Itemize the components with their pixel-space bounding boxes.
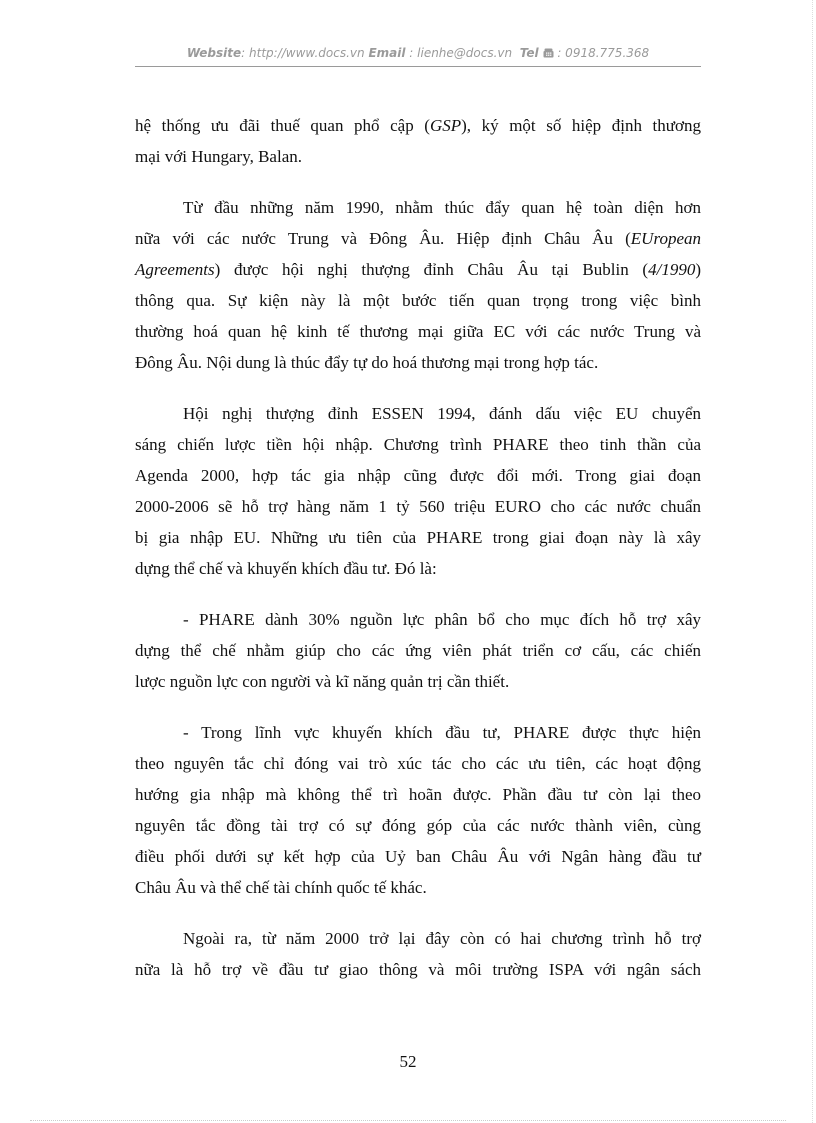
text-line: hệ thống ưu đãi thuế quan phổ cập (GSP), ký một số hiệp định thương [135, 116, 701, 135]
text-line: theo nguyên tắc chỉ đóng vai trò xúc tác cho các ưu tiên, các hoạt động [135, 754, 701, 773]
gsp-italic: GSP [429, 116, 462, 135]
text-line: dựng thể chế và khuyến khích đầu tư. Đó là: [135, 559, 437, 578]
email-value: : lienhe@docs.vn [409, 46, 513, 60]
tel-label: Tel [519, 46, 539, 60]
paragraph-european-agreements [135, 192, 701, 378]
text-line: thông qua. Sự kiện này là một bước tiến quan trọng trong việc bình [135, 291, 701, 310]
page-header [135, 46, 701, 66]
email-label: Email [368, 46, 406, 60]
text-line: Agenda 2000, hợp tác gia nhập cũng được đổi mới. Trong giai đoạn [135, 466, 701, 485]
text-line: hướng gia nhập mà không thể trì hoãn được. Phần đầu tư còn lại theo [135, 785, 701, 804]
text-line: Hội nghị thượng đỉnh ESSEN 1994, đánh dấu việc EU chuyển [183, 404, 701, 423]
page-number: 52 [399, 1052, 417, 1071]
text-line: dựng thể chế nhằm giúp cho các ứng viên phát triển cơ cấu, các chiến [135, 641, 701, 660]
paragraph-ispa [135, 923, 701, 985]
text-line: lược nguồn lực con người và kĩ năng quản trị cần thiết. [135, 672, 510, 691]
text-line: nguyên tắc đồng tài trợ có sự đóng góp của các nước thành viên, cùng [135, 816, 701, 835]
phone-icon [543, 46, 558, 60]
paragraph-gsp [135, 110, 701, 172]
paragraph-essen [135, 398, 701, 584]
page-border-bottom [30, 1120, 786, 1121]
website-value: : http://www.docs.vn [241, 46, 365, 60]
text-line: Từ đầu những năm 1990, nhằm thúc đẩy quan hệ toàn diện hơn [183, 198, 701, 217]
text-line: bị gia nhập EU. Những ưu tiên của PHARE trong giai đoạn này là xây [135, 528, 701, 547]
text-line: - Trong lĩnh vực khuyến khích đầu tư, PHARE được thực hiện [183, 723, 701, 742]
text-line: mại với Hungary, Balan. [135, 147, 302, 166]
paragraph-phare-investment [135, 717, 701, 903]
paragraph-phare-30 [135, 604, 701, 697]
header-rule [135, 66, 701, 67]
text-line: sáng chiến lược tiền hội nhập. Chương trình PHARE theo tinh thần của [135, 435, 701, 454]
text-line: Đông Âu. Nội dung là thúc đẩy tự do hoá thương mại trong hợp tác. [135, 353, 599, 372]
text-line: thường hoá quan hệ kinh tế thương mại giữa EC với các nước Trung và [135, 322, 701, 341]
text-line: nữa với các nước Trung và Đông Âu. Hiệp định Châu Âu (EUropean [135, 229, 701, 248]
page-border-right [812, 0, 813, 1123]
page-body [135, 110, 701, 1005]
website-label: Website [186, 46, 242, 60]
tel-value: : 0918.775.368 [557, 46, 650, 60]
text-line: 2000-2006 sẽ hỗ trợ hàng năm 1 tỷ 560 triệu EURO cho các nước chuẩn [135, 497, 701, 516]
text-line: Ngoài ra, từ năm 2000 trở lại đây còn có hai chương trình hỗ trợ [183, 929, 701, 948]
text-line: Agreements) được hội nghị thượng đỉnh Châu Âu tại Bublin (4/1990) [135, 260, 701, 279]
text-line: Châu Âu và thể chế tài chính quốc tế khác. [135, 878, 427, 897]
text-line: điều phối dưới sự kết hợp của Uỷ ban Châu Âu với Ngân hàng đầu tư [135, 847, 701, 866]
text-line: nữa là hỗ trợ về đầu tư giao thông và môi trường ISPA với ngân sách [135, 960, 701, 979]
text-line: - PHARE dành 30% nguồn lực phân bổ cho mục đích hỗ trợ xây [183, 610, 701, 629]
